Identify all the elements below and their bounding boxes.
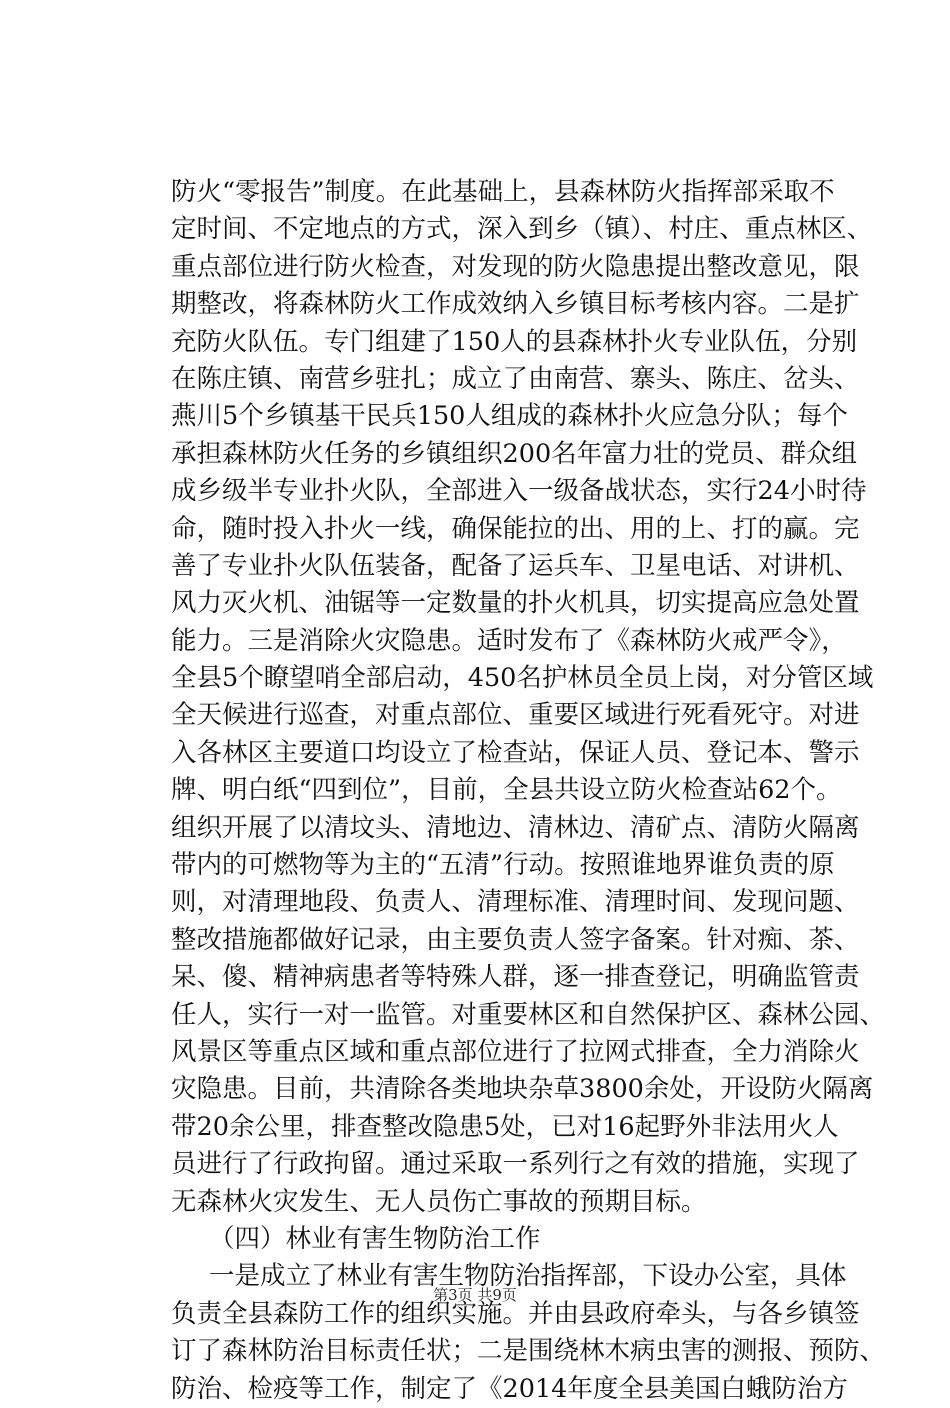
text-line: 风力灭火机、油锯等一定数量的扑火机具，切实提高应急处置 [171,588,860,619]
text-line: 整改措施都做好记录，由主要负责人签字备案。针对痴、茶、 [171,924,860,955]
text-line: 命，随时投入扑火一线，确保能拉的出、用的上、打的赢。完 [171,513,860,544]
text-line: 风景区等重点区域和重点部位进行了拉网式排查，全力消除火 [171,1036,860,1067]
text-line: 在陈庄镇、南营乡驻扎；成立了由南营、寨头、陈庄、岔头、 [171,363,860,394]
section-heading: （四）林业有害生物防治工作 [209,1223,541,1254]
text-line: 任人，实行一对一监管。对重要林区和自然保护区、森林公园、 [171,999,886,1030]
text-line: 员进行了行政拘留。通过采取一系列行之有效的措施，实现了 [171,1149,860,1180]
text-line: 充防火队伍。专门组建了150人的县森林扑火专业队伍，分别 [171,326,858,357]
text-line: 燕川5个乡镇基干民兵150人组成的森林扑火应急分队；每个 [171,401,848,432]
text-line: 定时间、不定地点的方式，深入到乡（镇）、村庄、重点林区、 [171,214,873,245]
text-line: 防治、检疫等工作，制定了《2014年度全县美国白蛾防治方 [171,1373,848,1404]
paragraph-end-line: 无森林火灾发生、无人员伤亡事故的预期目标。 [171,1186,707,1217]
text-line: 善了专业扑火队伍装备，配备了运兵车、卫星电话、对讲机、 [171,550,860,581]
text-line: 则，对清理地段、负责人、清理标准、清理时间、发现问题、 [171,887,860,918]
text-line: 订了森林防治目标责任状；二是围绕林木病虫害的测报、预防、 [171,1336,886,1367]
text-line: 负责全县森防工作的组织实施。并由县政府牵头，与各乡镇签 [171,1298,860,1329]
text-line: 成乡级半专业扑火队，全部进入一级备战状态，实行24小时待 [171,476,867,507]
text-line: 入各林区主要道口均设立了检查站，保证人员、登记本、警示 [171,737,860,768]
body-text [171,174,886,1408]
text-line: 灾隐患。目前，共清除各类地块杂草3800余处，开设防火隔离 [171,1074,874,1105]
text-line: 带20余公里，排查整改隐患5处，已对16起野外非法用火人 [171,1111,839,1142]
text-line: 全天候进行巡查，对重点部位、重要区域进行死看死守。对进 [171,700,860,731]
text-line: 重点部位进行防火检查，对发现的防火隐患提出整改意见，限 [171,251,860,282]
text-line: 防火“零报告”制度。在此基础上，县森林防火指挥部采取不 [171,177,835,207]
text-line: 牌、明白纸“四到位”，目前，全县共设立防火检查站62个。 [171,775,842,806]
page-footer: 第3页 共9页 [433,1286,517,1304]
text-line: 承担森林防火任务的乡镇组织200名年富力壮的党员、群众组 [171,438,858,469]
text-line: 期整改，将森林防火工作成效纳入乡镇目标考核内容。二是扩 [171,289,860,320]
text-line: 能力。三是消除火灾隐患。适时发布了《森林防火戒严令》， [171,625,847,656]
paragraph-first-line: 一是成立了林业有害生物防治指挥部，下设办公室，具体 [209,1261,847,1292]
text-line: 带内的可燃物等为主的“五清”行动。按照谁地界谁负责的原 [171,850,835,881]
text-line: 组织开展了以清坟头、清地边、清林边、清矿点、清防火隔离 [171,812,860,843]
text-line: 全县5个瞭望哨全部启动，450名护林员全员上岗，对分管区域 [171,663,874,694]
text-line: 呆、傻、精神病患者等特殊人群，逐一排查登记，明确监管责 [171,962,860,993]
